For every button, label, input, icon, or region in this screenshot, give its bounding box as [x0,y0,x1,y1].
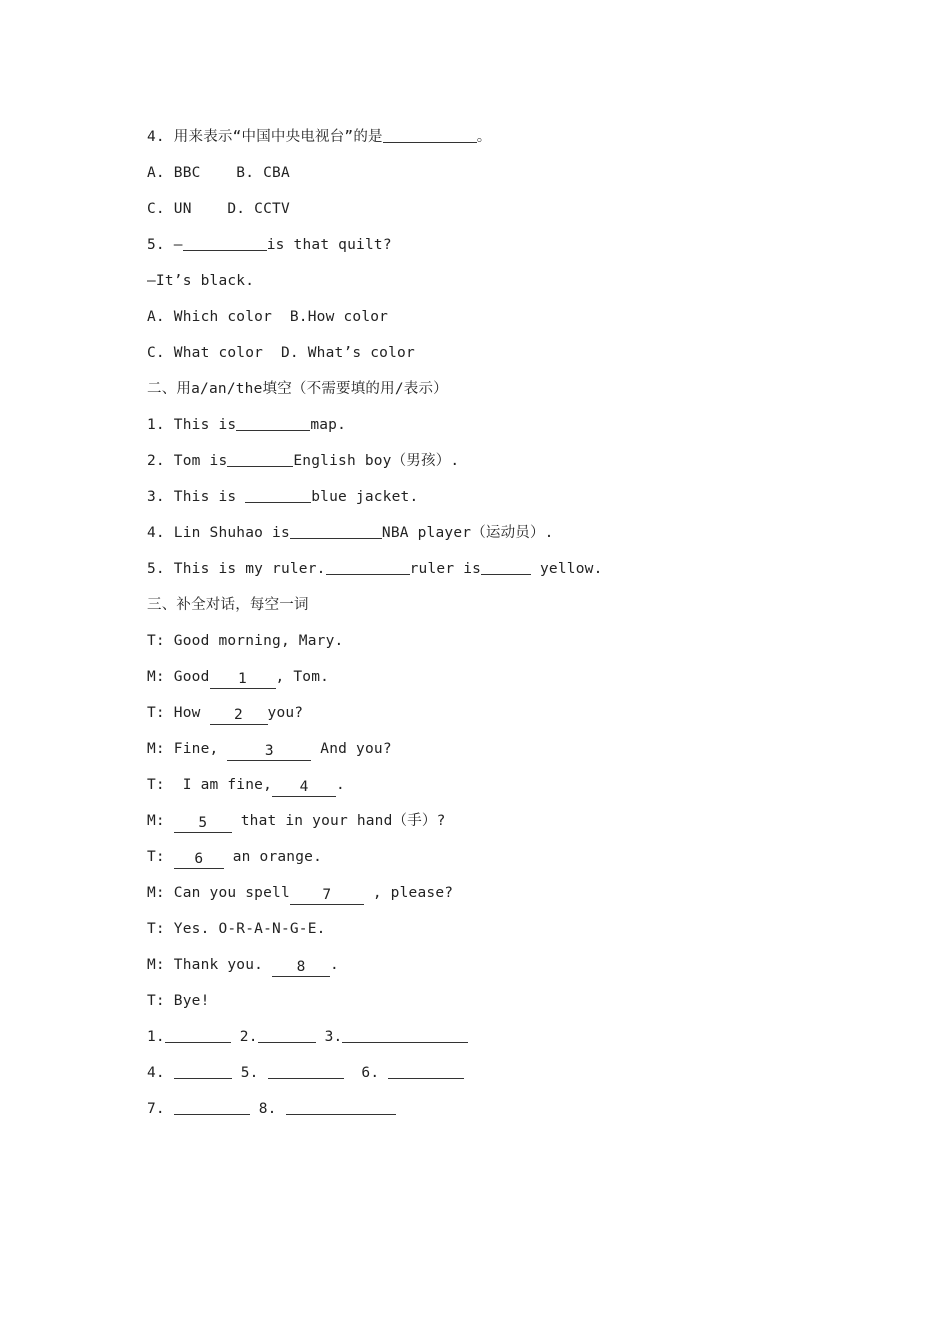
dialogue-text: . [336,777,345,793]
numbered-blank[interactable]: 4 [272,779,336,797]
dialogue-text: . [330,957,339,973]
dialogue-line [147,700,867,736]
question-text: 。 [476,129,492,145]
dialogue-line [147,808,867,844]
dialogue-text: M: [147,813,174,829]
answer-label: 7. [147,1101,174,1117]
dialogue-line [147,952,867,988]
article-question-3 [147,484,867,520]
answer-label: 5. [231,1065,268,1081]
answer-blank[interactable] [174,1098,250,1115]
article-question-1 [147,412,867,448]
dialogue-text: , Tom. [275,669,330,685]
question-text: map. [310,417,347,433]
dialogue-text: an orange. [223,849,323,865]
answer-blank[interactable] [183,234,267,251]
answer-label: 3. [315,1029,343,1045]
question-5-reply: —It’s black. [147,273,255,289]
question-text: yellow. [531,561,603,577]
question-text: ruler is [409,561,482,577]
answer-blank[interactable] [342,1026,468,1043]
options-ab: A. BBC B. CBA [147,165,290,181]
dialogue-text: M: Fine, [147,741,228,757]
answer-label: 2. [230,1029,258,1045]
answer-label: 4. [147,1065,174,1081]
question-text: NBA player（运动员）. [381,525,554,541]
worksheet-page [147,124,867,1132]
options-ab: A. Which color B.How color [147,309,389,325]
numbered-blank[interactable]: 5 [174,815,232,833]
article-question-2 [147,448,867,484]
answer-line [147,1024,867,1060]
answer-blank[interactable] [258,1026,316,1043]
answer-blank[interactable] [245,486,311,503]
question-text: English boy（男孩）. [293,453,460,469]
numbered-blank[interactable]: 2 [210,707,268,725]
dialogue-line [147,664,867,700]
question-text: 1. This is [147,417,237,433]
question-text: 3. This is [147,489,246,505]
question-4 [147,124,867,160]
dialogue-text: And you? [311,741,392,757]
dialogue-line: T: Yes. O-R-A-N-G-E. [147,921,326,937]
dialogue-line: T: Bye! [147,993,210,1009]
dialogue-text: , please? [363,885,454,901]
numbered-blank[interactable]: 6 [174,851,224,869]
options-cd: C. What color D. What’s color [147,345,415,361]
answer-blank[interactable] [290,522,382,539]
answer-label: 8. [249,1101,286,1117]
answer-blank[interactable] [326,558,410,575]
answer-line [147,1096,867,1132]
question-text: 4. Lin Shuhao is [147,525,290,541]
dialogue-line [147,880,867,916]
answer-blank[interactable] [236,414,310,431]
dialogue-line [147,844,867,880]
dialogue-text: T: [147,849,174,865]
dialogue-text: you? [267,705,304,721]
numbered-blank[interactable]: 3 [227,743,311,761]
question-text: 2. Tom is [147,453,228,469]
dialogue-line [147,772,867,808]
answer-blank[interactable] [383,126,477,143]
question-text: 5. This is my ruler. [147,561,326,577]
question-5 [147,232,867,268]
numbered-blank[interactable]: 7 [290,887,364,905]
dialogue-text: T: How [147,705,210,721]
answer-blank[interactable] [388,1062,464,1079]
question-text: 5. — [147,237,183,253]
dialogue-text: M: Can you spell [147,885,290,901]
options-cd: C. UN D. CCTV [147,201,290,217]
article-question-4 [147,520,867,556]
question-text: is that quilt? [266,237,392,253]
section-heading: 二、用a/an/the填空（不需要填的用/表示） [147,381,448,397]
dialogue-text: M: Good [147,669,210,685]
answer-blank[interactable] [174,1062,232,1079]
answer-blank[interactable] [165,1026,231,1043]
answer-blank[interactable] [481,558,531,575]
dialogue-line [147,736,867,772]
answer-blank[interactable] [227,450,293,467]
question-text: 4. 用来表示“中国中央电视台”的是 [147,129,383,145]
dialogue-text: T: I am fine, [147,777,273,793]
question-text: blue jacket. [311,489,419,505]
dialogue-text: that in your hand（手）? [231,813,446,829]
answer-line [147,1060,867,1096]
article-question-5 [147,556,867,592]
numbered-blank[interactable]: 8 [272,959,330,977]
numbered-blank[interactable]: 1 [210,671,276,689]
answer-blank[interactable] [268,1062,344,1079]
answer-label: 6. [343,1065,389,1081]
answer-blank[interactable] [286,1098,396,1115]
section-heading: 三、补全对话，每空一词 [147,597,309,613]
dialogue-text: M: Thank you. [147,957,273,973]
answer-label: 1. [147,1029,165,1045]
dialogue-line: T: Good morning, Mary. [147,633,344,649]
